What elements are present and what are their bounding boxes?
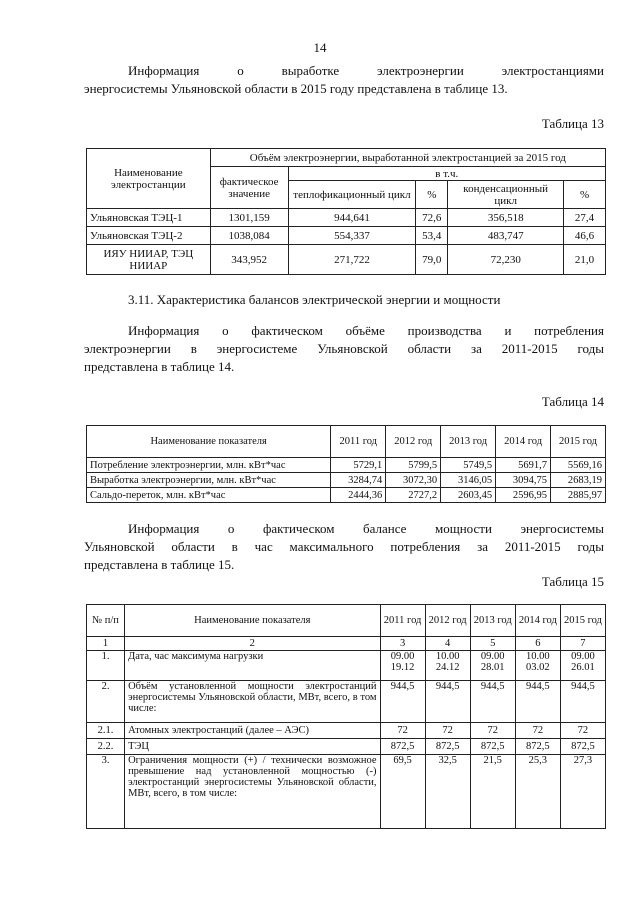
table-cell: 5 <box>470 637 515 651</box>
table-cell: 72 <box>425 723 470 739</box>
table-cell: 2. <box>87 681 125 723</box>
table-cell: 72 <box>560 723 605 739</box>
table-header-cell: % <box>416 181 448 209</box>
table-cell: 944,5 <box>380 681 425 723</box>
table-13 <box>86 148 606 275</box>
table-header-cell: 2015 год <box>551 426 606 458</box>
table-header-cell: 2013 год <box>470 605 515 637</box>
table-row <box>87 723 606 739</box>
table-cell: 2603,45 <box>441 488 496 503</box>
table-header-cell: 2011 год <box>331 426 386 458</box>
table-header-cell: 2012 год <box>386 426 441 458</box>
paragraph-line: Информация о фактическом балансе мощности энергосистемы <box>128 521 604 536</box>
table-cell: 1. <box>87 651 125 681</box>
table-14-caption: Таблица 14 <box>541 394 604 409</box>
table-header-cell: фактическое значение <box>210 167 288 209</box>
paragraph-line: представлена в таблице 14. <box>84 359 235 374</box>
page-number: 14 <box>313 40 327 55</box>
table-cell: 72 <box>470 723 515 739</box>
table-header-cell: Наименование показателя <box>87 426 331 458</box>
table-cell: 483,747 <box>448 227 564 245</box>
table-cell: 3284,74 <box>331 473 386 488</box>
table-cell: 944,5 <box>470 681 515 723</box>
table-cell: 944,5 <box>515 681 560 723</box>
table-cell: 10.00 03.02 <box>515 651 560 681</box>
table-header-cell: теплофикационный цикл <box>288 181 416 209</box>
table-cell: ИЯУ НИИАР, ТЭЦ НИИАР <box>87 245 211 275</box>
table-cell: 944,5 <box>560 681 605 723</box>
table-cell: Дата, час максимума нагрузки <box>125 651 380 681</box>
table-row <box>87 209 606 227</box>
table-cell: 3094,75 <box>496 473 551 488</box>
paragraph-line: представлена в таблице 15. <box>84 557 235 572</box>
table-cell: 872,5 <box>515 739 560 755</box>
paragraph-line: энергосистемы Ульяновской области в 2015 году представлена в таблице 13. <box>84 81 508 96</box>
table-cell: 356,518 <box>448 209 564 227</box>
table-cell: 2444,36 <box>331 488 386 503</box>
table-cell: 872,5 <box>380 739 425 755</box>
table-header-cell: Наименование показателя <box>125 605 380 637</box>
table-cell: 27,4 <box>564 209 606 227</box>
table-cell: Ульяновская ТЭЦ-1 <box>87 209 211 227</box>
table-cell: 69,5 <box>380 755 425 829</box>
table-cell: 5569,16 <box>551 458 606 473</box>
table-cell: ТЭЦ <box>125 739 380 755</box>
table-15-caption: Таблица 15 <box>541 574 604 589</box>
paragraph-production-info <box>84 322 604 376</box>
table-row <box>87 651 606 681</box>
table-row <box>87 458 606 473</box>
table-cell: 4 <box>425 637 470 651</box>
table-row <box>87 681 606 723</box>
table-cell: 5729,1 <box>331 458 386 473</box>
table-cell: 09.00 26.01 <box>560 651 605 681</box>
table-cell: 2.2. <box>87 739 125 755</box>
table-row <box>87 637 606 651</box>
table-header-cell: Наименование электростанции <box>87 149 211 209</box>
table-cell: 271,722 <box>288 245 416 275</box>
paragraph-line: Информация о выработке электроэнергии электростанциями <box>128 63 604 78</box>
table-cell: 872,5 <box>560 739 605 755</box>
table-cell: 21,0 <box>564 245 606 275</box>
table-14 <box>86 425 606 503</box>
table-cell: Потребление электроэнергии, млн. кВт*час <box>87 458 331 473</box>
table-cell: 2.1. <box>87 723 125 739</box>
table-cell: 5749,5 <box>441 458 496 473</box>
table-cell: 2683,19 <box>551 473 606 488</box>
table-header-cell: Объём электроэнергии, выработанной электростанцией за 2015 год <box>210 149 605 167</box>
table-cell: 944,5 <box>425 681 470 723</box>
table-header-cell: 2012 год <box>425 605 470 637</box>
table-cell: 1 <box>87 637 125 651</box>
paragraph-line: электроэнергии в энергосистеме Ульяновской области за 2011-2015 годы <box>84 341 604 356</box>
table-cell: 09.00 19.12 <box>380 651 425 681</box>
table-cell: Выработка электроэнергии, млн. кВт*час <box>87 473 331 488</box>
table-cell: 72 <box>515 723 560 739</box>
section-heading: 3.11. Характеристика балансов электрической энергии и мощности <box>128 292 501 307</box>
table-cell: 25,3 <box>515 755 560 829</box>
table-header-cell: № п/п <box>87 605 125 637</box>
table-row <box>87 739 606 755</box>
table-cell: 3 <box>380 637 425 651</box>
table-cell: 46,6 <box>564 227 606 245</box>
table-header-cell: конденсационный цикл <box>448 181 564 209</box>
table-cell: Атомных электростанций (далее – АЭС) <box>125 723 380 739</box>
table-header-cell: % <box>564 181 606 209</box>
paragraph-balance-info <box>84 520 604 574</box>
table-cell: 872,5 <box>425 739 470 755</box>
table-cell: 72 <box>380 723 425 739</box>
table-cell: 79,0 <box>416 245 448 275</box>
table-row <box>87 488 606 503</box>
table-cell: Ульяновская ТЭЦ-2 <box>87 227 211 245</box>
table-cell: 21,5 <box>470 755 515 829</box>
paragraph-line: Ульяновской области в час максимального потребления за 2011-2015 годы <box>84 539 604 554</box>
table-cell: 72,6 <box>416 209 448 227</box>
table-row <box>87 245 606 275</box>
paragraph-line: Информация о фактическом объёме производства и потребления <box>128 323 604 338</box>
table-header-cell: 2014 год <box>496 426 551 458</box>
table-cell: 872,5 <box>470 739 515 755</box>
table-row <box>87 473 606 488</box>
table-cell: 5799,5 <box>386 458 441 473</box>
table-cell: 2885,97 <box>551 488 606 503</box>
table-header-cell: 2015 год <box>560 605 605 637</box>
table-15 <box>86 604 606 829</box>
table-cell: 1301,159 <box>210 209 288 227</box>
table-cell: 2596,95 <box>496 488 551 503</box>
table-cell: 27,3 <box>560 755 605 829</box>
table-cell: 343,952 <box>210 245 288 275</box>
table-cell: 32,5 <box>425 755 470 829</box>
table-cell: 5691,7 <box>496 458 551 473</box>
table-header-cell: в т.ч. <box>288 167 605 181</box>
table-cell: 2727,2 <box>386 488 441 503</box>
table-13-caption: Таблица 13 <box>541 116 604 131</box>
table-header-cell: 2014 год <box>515 605 560 637</box>
table-cell: Объём установленной мощности электростанций энергосистемы Ульяновской области, МВт, всего, в том числе: <box>125 681 380 723</box>
table-header-cell: 2013 год <box>441 426 496 458</box>
table-cell: Сальдо-переток, млн. кВт*час <box>87 488 331 503</box>
table-cell: 10.00 24.12 <box>425 651 470 681</box>
table-cell: 1038,084 <box>210 227 288 245</box>
table-cell: 72,230 <box>448 245 564 275</box>
paragraph-generation-info <box>84 62 604 98</box>
table-cell: 944,641 <box>288 209 416 227</box>
table-cell: 7 <box>560 637 605 651</box>
table-cell: 53,4 <box>416 227 448 245</box>
table-cell: 3146,05 <box>441 473 496 488</box>
table-cell: 554,337 <box>288 227 416 245</box>
table-cell: 3072,30 <box>386 473 441 488</box>
table-header-cell: 2011 год <box>380 605 425 637</box>
table-cell: 2 <box>125 637 380 651</box>
table-row <box>87 755 606 829</box>
table-row <box>87 227 606 245</box>
table-cell: 09.00 28.01 <box>470 651 515 681</box>
table-cell: 3. <box>87 755 125 829</box>
table-cell: 6 <box>515 637 560 651</box>
table-cell: Ограничения мощности (+) / технически возможное превышение над установленной мощностью (-) электростанций энергосистемы Ульяновской области, МВт, всего, в том числе: <box>125 755 380 829</box>
